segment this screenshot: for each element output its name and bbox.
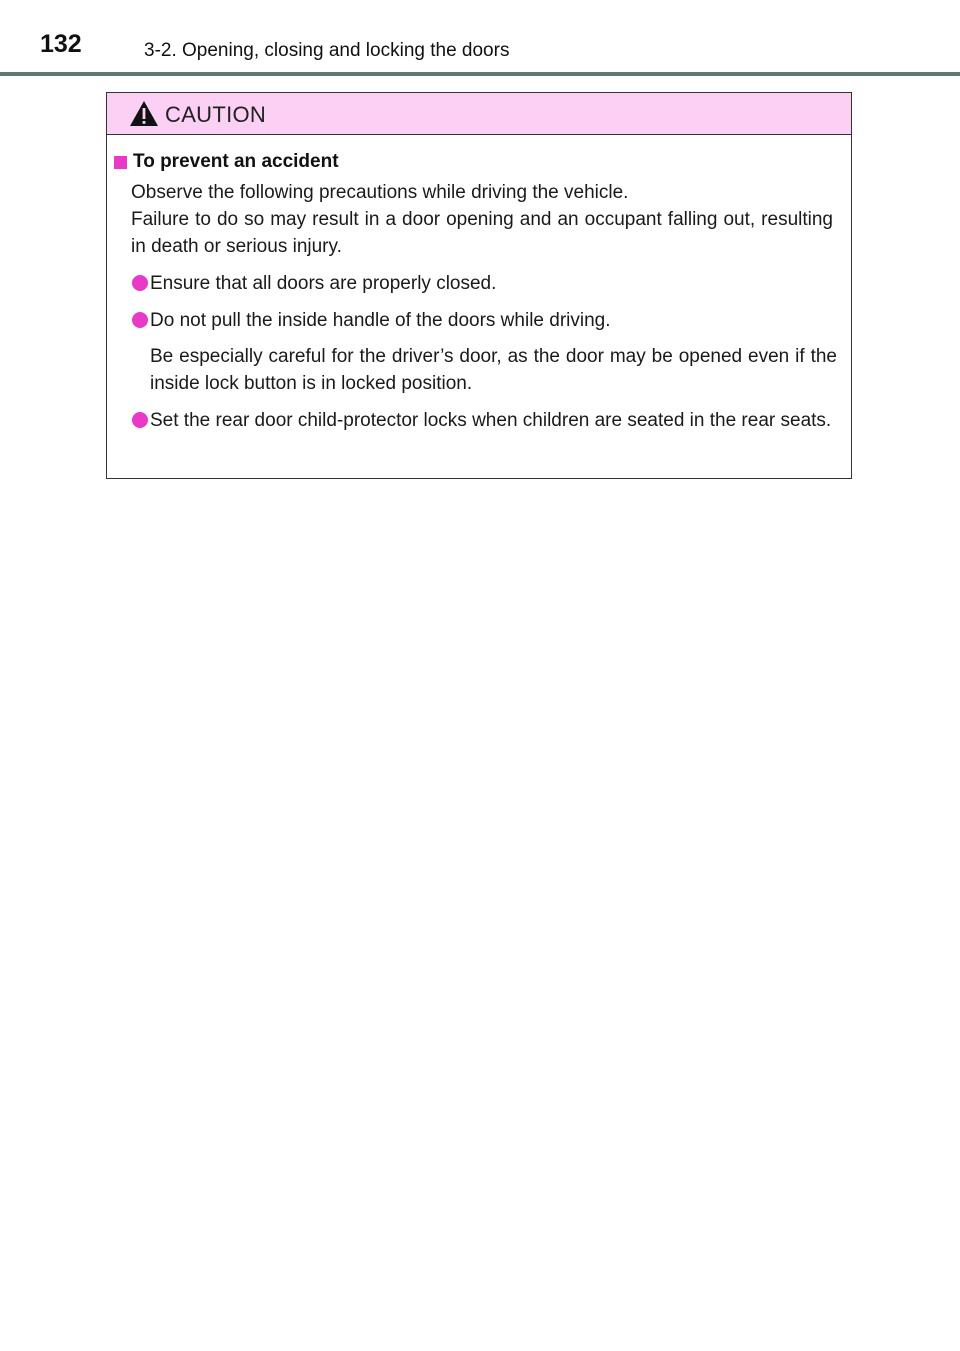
caution-body: [107, 135, 851, 434]
page-header: [0, 0, 960, 76]
list-item: [107, 407, 851, 434]
square-bullet-icon: [114, 156, 127, 169]
list-item: [107, 307, 851, 397]
bullet-text: Do not pull the inside handle of the doors while driving.: [150, 310, 611, 331]
bullet-text: Set the rear door child-protector locks when children are seated in the rear seats.: [150, 410, 832, 431]
caution-label: CAUTION: [165, 102, 267, 127]
list-item: [107, 270, 851, 297]
caution-subheading: [114, 151, 851, 179]
circle-bullet-icon: [132, 312, 148, 328]
section-title: 3-2. Opening, closing and locking the doors: [144, 40, 510, 61]
page-number: 132: [40, 30, 82, 58]
circle-bullet-icon: [132, 412, 148, 428]
intro-line-1: Observe the following precautions while driving the vehicle.: [131, 182, 629, 203]
bullet-note: Be especially careful for the driver’s door, as the door may be opened even if the inside lock button is in locked position.: [150, 346, 837, 394]
bullet-text: Ensure that all doors are properly closed.: [150, 273, 497, 294]
subheading-text: To prevent an accident: [133, 151, 339, 172]
circle-bullet-icon: [132, 275, 148, 291]
intro-line-2: Failure to do so may result in a door opening and an occupant falling out, resulting in death or serious injury.: [131, 209, 833, 257]
caution-header: [107, 93, 851, 135]
caution-box: [106, 92, 852, 479]
header-divider: [0, 72, 960, 76]
warning-triangle-icon: [129, 100, 159, 127]
